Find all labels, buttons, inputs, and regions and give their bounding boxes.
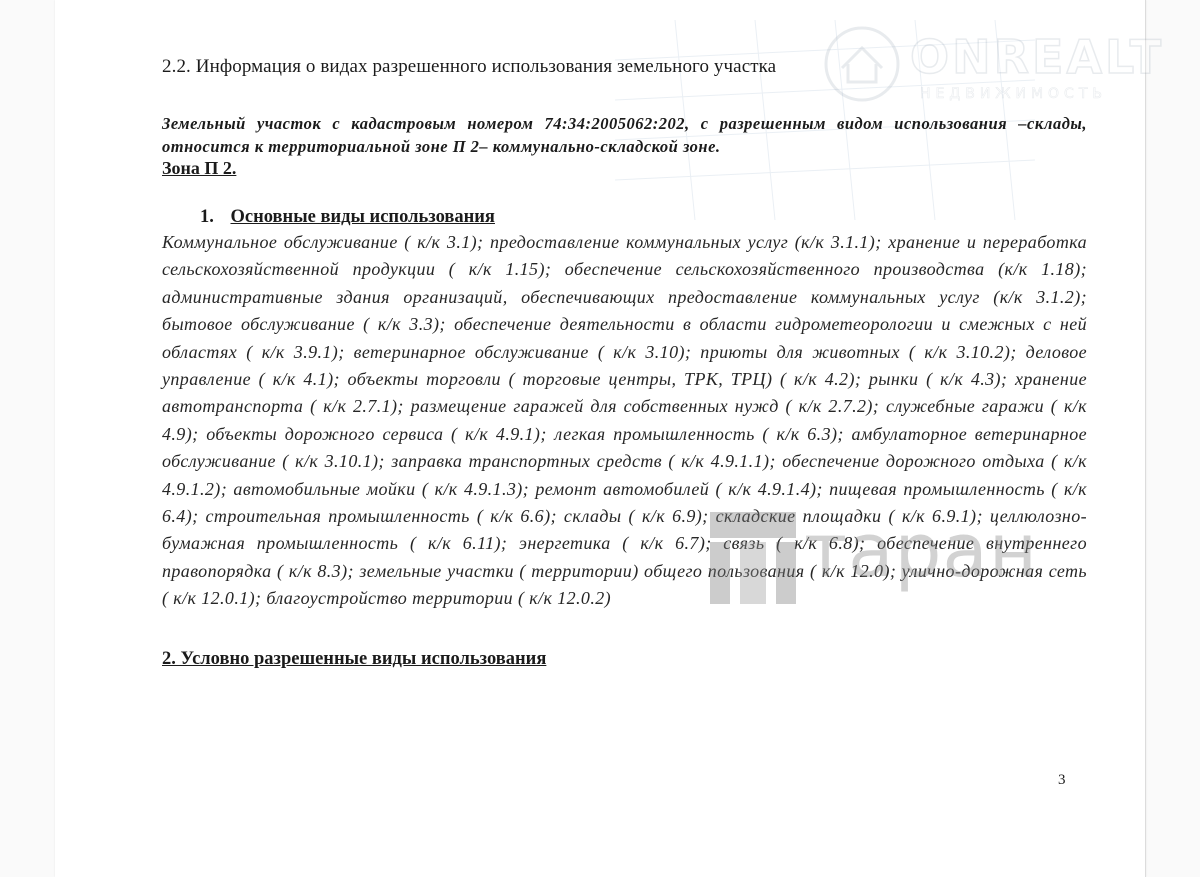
section-1-number: 1. <box>200 207 214 227</box>
document-page <box>55 0 1146 877</box>
document-content <box>162 56 1087 670</box>
zone-label: Зона П 2. <box>162 158 237 178</box>
taran-brand-text: таран <box>804 508 1039 594</box>
page-number: 3 <box>1058 772 1066 788</box>
section-2-heading: 2. Условно разрешенные виды использования <box>162 648 547 669</box>
section-1-text: Коммунальное обслуживание ( к/к 3.1); предоставление коммунальных услуг (к/к 3.1.1); хранение и переработка сельскохозяйственной продукции ( к/к 1.15); обеспечение сельскохозяйственного производства (к/к 1.18); административные здания организаций, обеспечивающих предоставление коммунальных услуг (к/к 3.1.2); бытовое обслуживание ( к/к 3.3); обеспечение деятельности в области гидрометеорологии и смежных с ней областях ( к/к 3.9.1); ветеринарное обслуживание ( к/к 3.10); приюты для животных ( к/к 3.10.2); деловое управление ( к/к 4.1); объекты торговли ( торговые центры, ТРК, ТРЦ) ( к/к 4.2); рынки ( к/к 4.3); хранение автотранспорта ( к/к 2.7.1); размещение гаражей для собственных нужд ( к/к 2.7.2); служебные гаражи ( к/к 4.9); объекты дорожного сервиса ( к/к 4.9.1); легкая промышленность ( к/к 6.3); амбулаторное ветеринарное обслуживание ( к/к 3.10.1); заправка транспортных средств ( к/к 4.9.1.1); обеспечение дорожного отдыха ( к/к 4.9.1.2); автомобильные мойки ( к/к 4.9.1.3); ремонт автомобилей ( к/к 4.9.1.4); пищевая промышленность ( к/к 6.4); строительная промышленность ( к/к 6.6); склады ( к/к 6.9); складские площадки ( к/к 6.9.1); целлюлозно-бумажная промышленность ( к/к 6.11); энергетика ( к/к 6.7); связь ( к/к 6.8); обеспечение внутреннего правопорядка ( к/к 8.3); земельные участки ( территории) общего пользования ( к/к 12.0); улично-дорожная сеть ( к/к 12.0.1); благоустройство территории ( к/к 12.0.2) <box>162 232 1087 609</box>
section-1-heading <box>162 207 1087 228</box>
section-heading: 2.2. Информация о видах разрешенного использования земельного участка <box>162 56 777 77</box>
onrealt-brand-text: ONREALT <box>910 30 1165 84</box>
intro-paragraph: Земельный участок с кадастровым номером 74:34:2005062:202, с разрешенным видом использования –склады, относится к территориальной зоне П 2– коммунально-складской зоне. <box>162 114 1087 156</box>
onrealt-sub-text: НЕДВИЖИМОСТЬ <box>920 86 1107 102</box>
section-1-title: Основные виды использования <box>230 207 495 227</box>
